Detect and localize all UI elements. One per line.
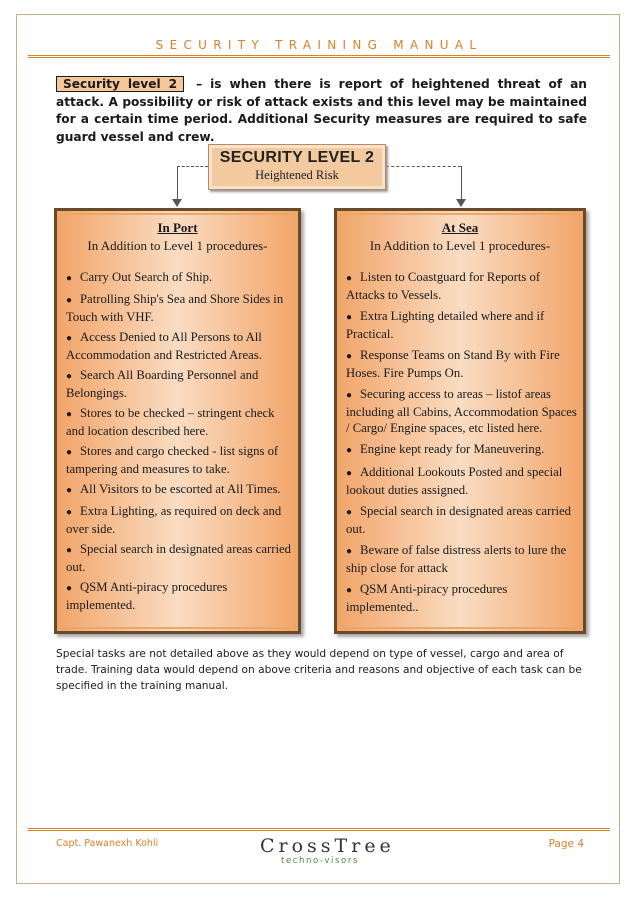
footnote: Special tasks are not detailed above as they would depend on type of vessel, cargo and area of trade. Training data would depend on above criteria and reasons and objective of each task can be specified in the training manual. bbox=[56, 648, 582, 692]
bullet-icon: ● bbox=[346, 585, 353, 596]
connector-right-arrow bbox=[456, 199, 466, 207]
footer-rule bbox=[28, 828, 610, 831]
in-port-heading: In Port bbox=[157, 220, 198, 235]
bullet-icon: ● bbox=[66, 507, 73, 518]
list-item-text: Special search in designated areas carried out. bbox=[346, 504, 571, 536]
list-item bbox=[66, 367, 292, 401]
list-item-text: Special search in designated areas carried out. bbox=[66, 542, 291, 574]
at-sea-list bbox=[346, 269, 578, 620]
in-port-list bbox=[66, 269, 292, 617]
list-item-text: All Visitors to be escorted at All Times. bbox=[80, 482, 281, 496]
bullet-icon: ● bbox=[66, 371, 73, 382]
list-item-text: Engine kept ready for Maneuvering. bbox=[360, 442, 545, 456]
security-level-subtitle: Heightened Risk bbox=[255, 168, 339, 182]
intro-paragraph bbox=[56, 76, 587, 146]
list-item-text: Extra Lighting detailed where and if Practical. bbox=[346, 309, 545, 341]
bullet-icon: ● bbox=[66, 409, 73, 420]
connector-left-horizontal bbox=[177, 166, 208, 168]
security-level-label: Security level 2 bbox=[56, 76, 184, 92]
list-item bbox=[346, 464, 578, 498]
bullet-icon: ● bbox=[66, 273, 73, 284]
security-level-title: SECURITY LEVEL 2 bbox=[219, 149, 375, 166]
connector-right-horizontal bbox=[386, 166, 461, 168]
logo-wordmark: CrossTree bbox=[260, 835, 395, 857]
list-item bbox=[346, 347, 578, 381]
list-item-text: Beware of false distress alerts to lure the ship close for attack bbox=[346, 543, 567, 575]
list-item-text: Securing access to areas – listof areas including all Cabins, Accommodation Spaces / Cargo/ Engine spaces, etc listed here. bbox=[346, 387, 577, 435]
logo-tagline: techno-visors bbox=[281, 856, 359, 866]
connector-right-vertical bbox=[461, 166, 462, 201]
bullet-icon: ● bbox=[346, 312, 353, 323]
list-item bbox=[66, 405, 292, 439]
at-sea-subheading: In Addition to Level 1 procedures- bbox=[369, 238, 551, 253]
list-item-text: Carry Out Search of Ship. bbox=[80, 270, 213, 284]
footer-author: Capt. Pawanexh Kohli bbox=[56, 838, 159, 849]
bullet-icon: ● bbox=[66, 333, 73, 344]
list-item-text: Additional Lookouts Posted and special lookout duties assigned. bbox=[346, 465, 563, 497]
bullet-icon: ● bbox=[346, 351, 353, 362]
list-item bbox=[346, 542, 578, 576]
list-item-text: QSM Anti-piracy procedures implemented. bbox=[66, 580, 228, 612]
bullet-icon: ● bbox=[66, 295, 73, 306]
list-item-text: Extra Lighting, as required on deck and over side. bbox=[66, 504, 282, 536]
bullet-icon: ● bbox=[346, 445, 353, 456]
bullet-icon: ● bbox=[346, 390, 353, 401]
bullet-icon: ● bbox=[346, 468, 353, 479]
list-item bbox=[66, 503, 292, 537]
list-item-text: Listen to Coastguard for Reports of Attacks to Vessels. bbox=[346, 270, 541, 302]
header-title: SECURITY TRAINING MANUAL bbox=[155, 38, 483, 52]
bullet-icon: ● bbox=[66, 583, 73, 594]
crosstree-logo bbox=[260, 835, 395, 872]
list-item bbox=[66, 481, 292, 499]
list-item-text: Stores and cargo checked - list signs of tampering and measures to take. bbox=[66, 444, 279, 476]
list-item-text: Search All Boarding Personnel and Belongings. bbox=[66, 368, 259, 400]
connector-left-arrow bbox=[172, 199, 182, 207]
list-item-text: Patrolling Ship's Sea and Shore Sides in Touch with VHF. bbox=[66, 292, 284, 324]
list-item-text: Access Denied to All Persons to All Accommodation and Restricted Areas. bbox=[66, 330, 262, 362]
bullet-icon: ● bbox=[346, 507, 353, 518]
bullet-icon: ● bbox=[66, 447, 73, 458]
list-item bbox=[346, 269, 578, 303]
at-sea-heading: At Sea bbox=[441, 220, 479, 235]
list-item bbox=[346, 441, 578, 459]
list-item bbox=[66, 291, 292, 325]
list-item bbox=[66, 269, 292, 287]
list-item-text: QSM Anti-piracy procedures implemented.. bbox=[346, 582, 508, 614]
footer-page-number: Page 4 bbox=[548, 838, 584, 850]
bullet-icon: ● bbox=[346, 273, 353, 284]
bullet-icon: ● bbox=[66, 485, 73, 496]
list-item bbox=[66, 443, 292, 477]
list-item bbox=[346, 386, 578, 436]
at-sea-panel bbox=[334, 208, 586, 634]
header-rule bbox=[28, 55, 610, 58]
list-item bbox=[66, 579, 292, 613]
list-item-text: Response Teams on Stand By with Fire Hoses. Fire Pumps On. bbox=[346, 348, 560, 380]
in-port-subheading: In Addition to Level 1 procedures- bbox=[87, 238, 268, 253]
intro-text: – is when there is report of heightened threat of an attack. A possibility or risk of attack exists and this level may be maintained for a certain time period. Additional Security measures are required to safe guard vessel and crew. bbox=[56, 77, 587, 144]
connector-left-vertical bbox=[177, 166, 178, 201]
list-item bbox=[66, 329, 292, 363]
in-port-panel bbox=[54, 208, 301, 634]
list-item bbox=[346, 308, 578, 342]
list-item-text: Stores to be checked – stringent check and location described here. bbox=[66, 406, 275, 438]
list-item bbox=[346, 503, 578, 537]
security-level-box bbox=[208, 144, 386, 190]
list-item bbox=[66, 541, 292, 575]
list-item bbox=[346, 581, 578, 615]
bullet-icon: ● bbox=[346, 546, 353, 557]
bullet-icon: ● bbox=[66, 545, 73, 556]
